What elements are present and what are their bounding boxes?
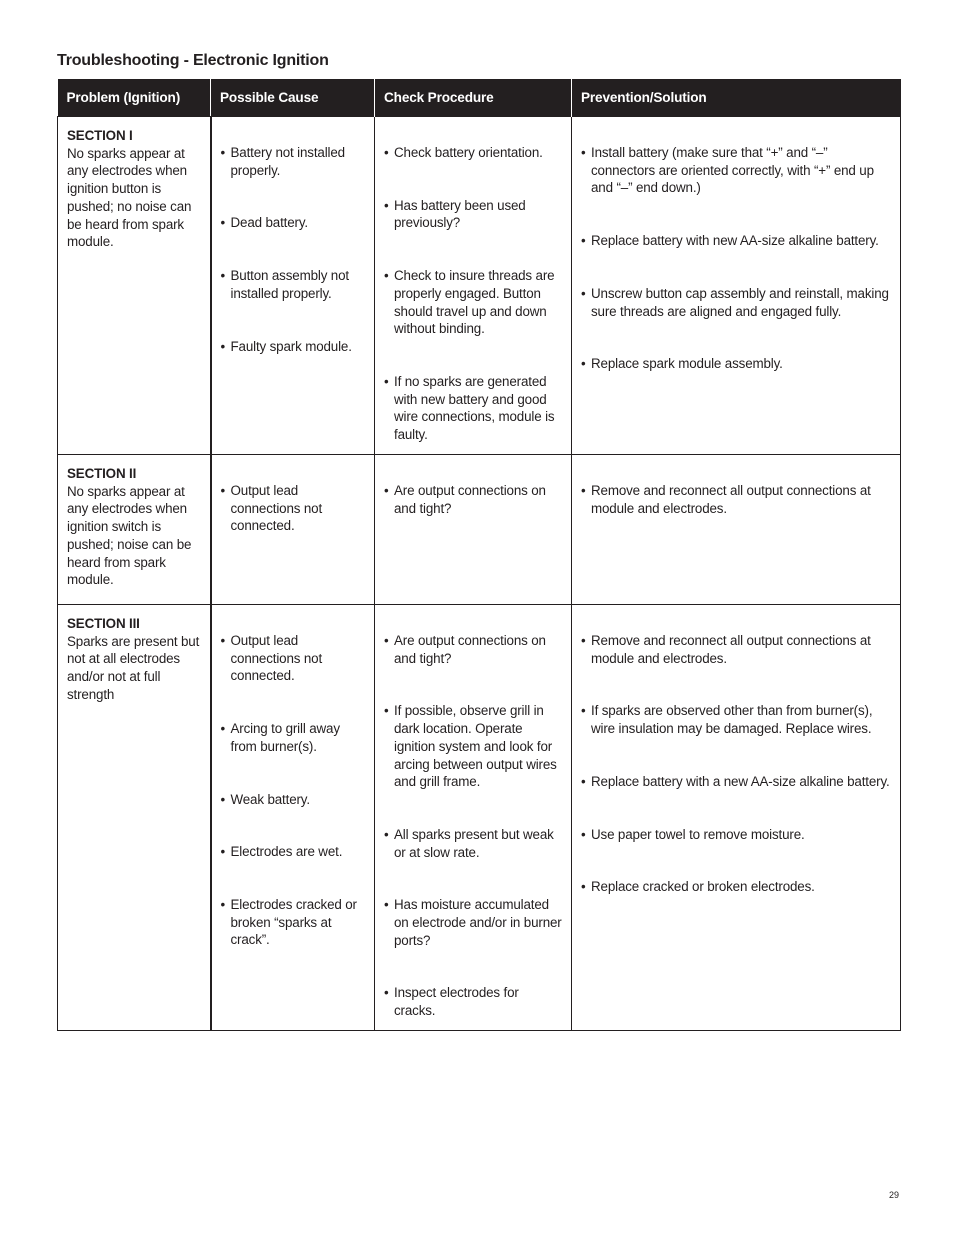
cause-item: • Button assembly not installed properly. — [221, 267, 367, 302]
check-procedure-item: • If no sparks are generated with new battery and good wire connections, module is faulty. — [384, 373, 563, 444]
check-procedure-cell — [375, 117, 572, 455]
solution-cell — [572, 455, 901, 605]
section-label: SECTION III — [67, 616, 140, 631]
check-procedure-item: • Check battery orientation. — [384, 144, 563, 162]
cause-item: • Electrodes cracked or broken “sparks at crack”. — [221, 896, 367, 949]
solution-item: • Replace battery with new AA-size alkaline battery. — [581, 232, 892, 250]
table-body — [58, 117, 901, 1031]
cause-item: • Electrodes are wet. — [221, 843, 367, 861]
table-row — [58, 605, 901, 1031]
problem-description: Sparks are present but not at all electrodes and/or not at full strength — [67, 633, 200, 702]
problem-description: No sparks appear at any electrodes when ignition switch is pushed; noise can be heard from spark module. — [67, 483, 192, 588]
solution-item: • If sparks are observed other than from burner(s), wire insulation may be damaged. Replace wires. — [581, 702, 892, 737]
cause-item: • Output lead connections not connected. — [221, 632, 367, 685]
check-procedure-item: • Are output connections on and tight? — [384, 482, 563, 517]
problem-cell — [58, 117, 211, 455]
cause-item: • Weak battery. — [221, 791, 367, 809]
check-procedure-cell — [375, 455, 572, 605]
page-number: 29 — [889, 1190, 900, 1200]
check-procedure-item: • All sparks present but weak or at slow rate. — [384, 826, 563, 861]
solution-item: • Unscrew button cap assembly and reinstall, making sure threads are aligned and engaged fully. — [581, 285, 892, 320]
table-header-row — [58, 79, 901, 117]
problem-cell — [58, 605, 211, 1031]
check-procedure-item: • Has battery been used previously? — [384, 197, 563, 232]
table-row — [58, 455, 901, 605]
check-procedure-item: • Inspect electrodes for cracks. — [384, 984, 563, 1019]
cause-cell — [211, 455, 375, 605]
solution-item: • Replace battery with a new AA-size alkaline battery. — [581, 773, 892, 791]
solution-cell — [572, 117, 901, 455]
header-prevention-solution: Prevention/Solution — [572, 79, 901, 117]
cause-cell — [211, 117, 375, 455]
problem-cell — [58, 455, 211, 605]
table-row — [58, 117, 901, 455]
cause-item: • Battery not installed properly. — [221, 144, 367, 179]
check-procedure-cell — [375, 605, 572, 1031]
header-possible-cause: Possible Cause — [211, 79, 375, 117]
header-check-procedure: Check Procedure — [375, 79, 572, 117]
solution-item: • Remove and reconnect all output connections at module and electrodes. — [581, 482, 892, 517]
check-procedure-item: • Has moisture accumulated on electrode and/or in burner ports? — [384, 896, 563, 949]
troubleshooting-table — [57, 79, 901, 1031]
solution-item: • Replace cracked or broken electrodes. — [581, 878, 892, 896]
check-procedure-item: • If possible, observe grill in dark location. Operate ignition system and look for arcing between output wires and grill frame. — [384, 702, 563, 791]
problem-description: No sparks appear at any electrodes when ignition button is pushed; no noise can be heard from spark module. — [67, 145, 192, 250]
page-title: Troubleshooting - Electronic Ignition — [57, 52, 329, 69]
solution-item: • Remove and reconnect all output connections at module and electrodes. — [581, 632, 892, 667]
cause-item: • Faulty spark module. — [221, 338, 367, 356]
solution-item: • Install battery (make sure that “+” and “–” connectors are oriented correctly, with “+” end up and “–” end down.) — [581, 144, 892, 197]
solution-item: • Use paper towel to remove moisture. — [581, 826, 892, 844]
cause-item: • Output lead connections not connected. — [221, 482, 367, 535]
section-label: SECTION I — [67, 128, 133, 143]
section-label: SECTION II — [67, 466, 137, 481]
solution-cell — [572, 605, 901, 1031]
cause-cell — [211, 605, 375, 1031]
solution-item: • Replace spark module assembly. — [581, 355, 892, 373]
check-procedure-item: • Are output connections on and tight? — [384, 632, 563, 667]
header-problem: Problem (Ignition) — [58, 79, 211, 117]
cause-item: • Arcing to grill away from burner(s). — [221, 720, 367, 755]
cause-item: • Dead battery. — [221, 214, 367, 232]
check-procedure-item: • Check to insure threads are properly engaged. Button should travel up and down without binding. — [384, 267, 563, 338]
